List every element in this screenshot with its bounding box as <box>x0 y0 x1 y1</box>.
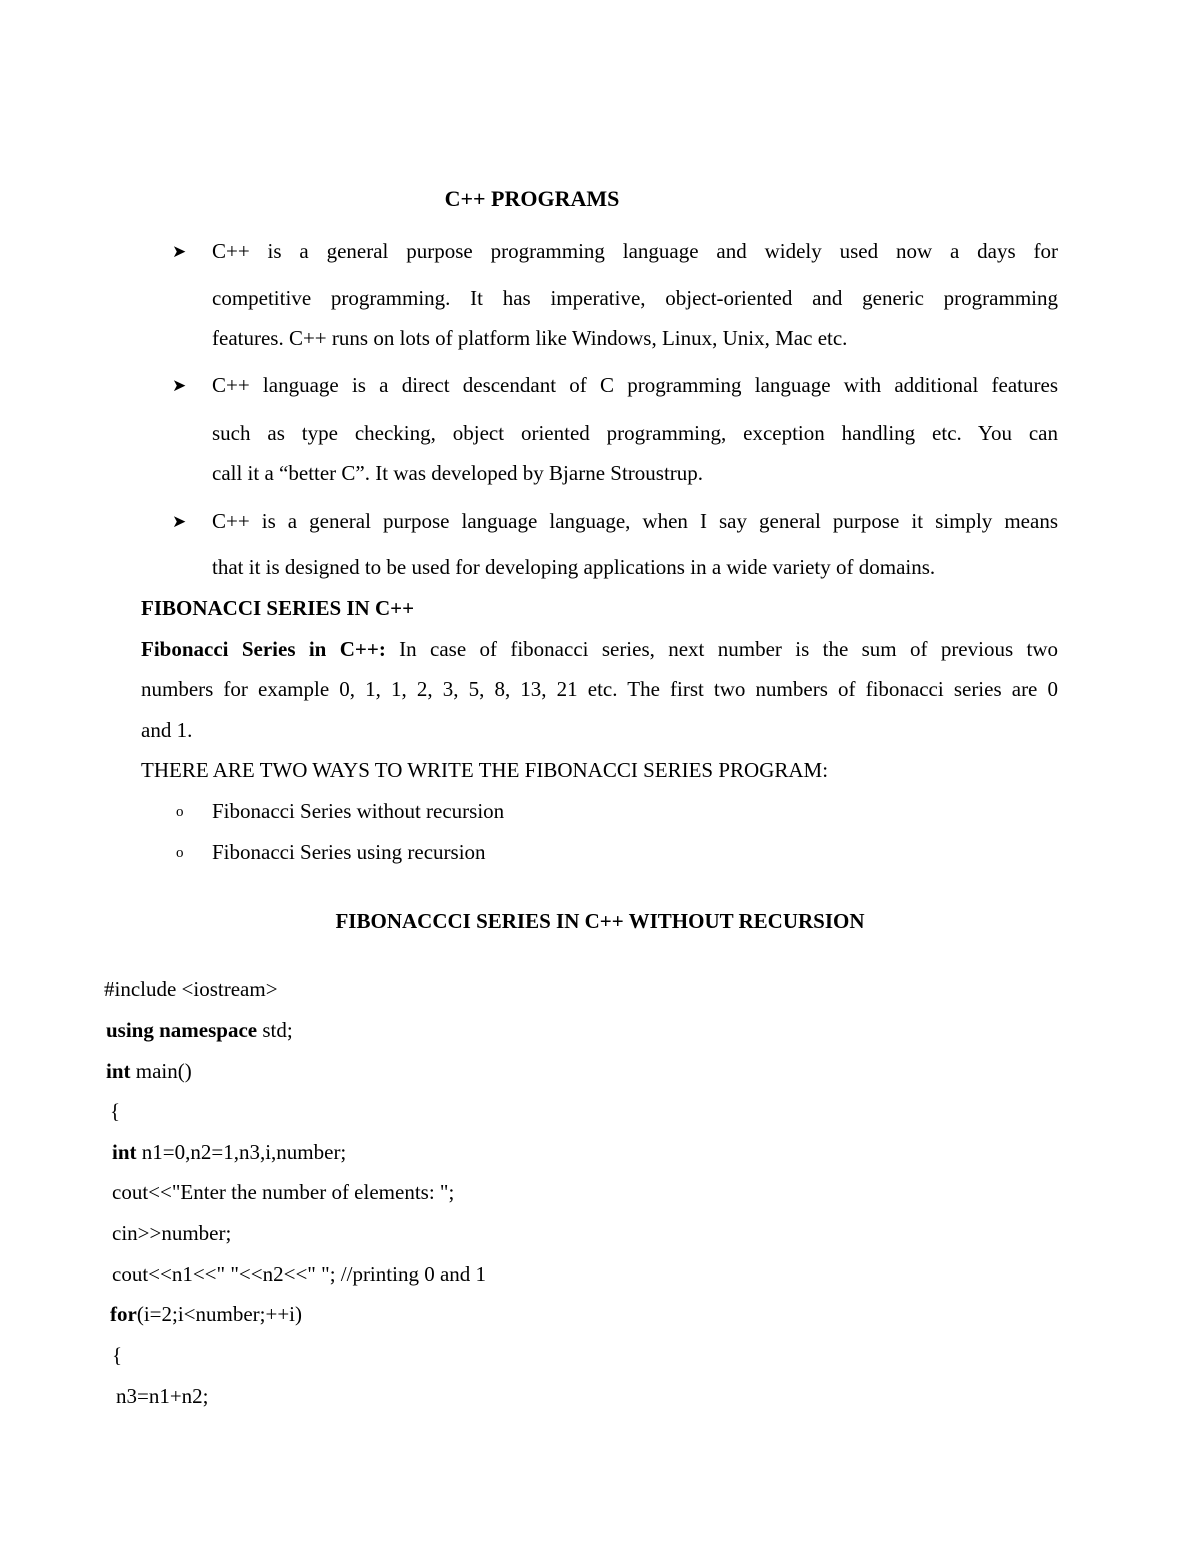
code-line-1: #include <iostream> <box>104 977 278 1001</box>
fib-lead-line-2: numbers for example 0, 1, 1, 2, 3, 5, 8, 13, 21 etc. The first two numbers of fibonacci series are 0 <box>141 677 1058 701</box>
code-line-4: { <box>110 1099 121 1123</box>
arrow-bullet-icon: ➤ <box>172 242 187 261</box>
circle-bullet-icon: o <box>176 804 184 820</box>
code-keyword: using namespace <box>106 1018 258 1042</box>
bullet-1-line-2: competitive programming. It has imperative, object-oriented and generic programming <box>212 286 1058 310</box>
page-title: C++ PROGRAMS <box>444 186 620 211</box>
code-keyword: int <box>106 1059 131 1083</box>
bullet-1-line-3: features. C++ runs on lots of platform like Windows, Linux, Unix, Mac etc. <box>212 326 848 350</box>
code-keyword: for <box>110 1302 137 1326</box>
bullet-1-line-1: C++ is a general purpose programming language and widely used now a days for <box>212 239 1058 263</box>
way-item-2: Fibonacci Series using recursion <box>212 840 486 864</box>
code-line-6: cout<<"Enter the number of elements: "; <box>112 1180 455 1204</box>
bullet-2-line-3: call it a “better C”. It was developed by Bjarne Stroustrup. <box>212 461 704 485</box>
fib-lead-line-1 <box>141 637 1058 662</box>
fib-lead-bold: Fibonacci Series in C++: <box>141 637 386 661</box>
fib-section-heading: FIBONACCI SERIES IN C++ <box>141 596 415 620</box>
bullet-3-line-2: that it is designed to be used for developing applications in a wide variety of domains. <box>212 555 936 579</box>
bullet-3-line-1: C++ is a general purpose language language, when I say general purpose it simply means <box>212 509 1058 533</box>
code-line-5 <box>112 1140 346 1165</box>
circle-bullet-icon: o <box>176 845 184 861</box>
code-text: std; <box>257 1018 293 1042</box>
code-text: (i=2;i<number;++i) <box>136 1302 303 1326</box>
arrow-bullet-icon: ➤ <box>172 512 187 531</box>
code-text: n1=0,n2=1,n3,i,number; <box>136 1140 347 1164</box>
code-text: main() <box>130 1059 192 1083</box>
bullet-2-line-2: such as type checking, object oriented programming, exception handling etc. You can <box>212 421 1058 445</box>
arrow-bullet-icon: ➤ <box>172 376 187 395</box>
bullet-2-line-1: C++ language is a direct descendant of C programming language with additional features <box>212 373 1058 397</box>
code-line-11: n3=n1+n2; <box>116 1384 209 1408</box>
code-line-8: cout<<n1<<" "<<n2<<" "; //printing 0 and 1 <box>112 1262 487 1286</box>
code-line-7: cin>>number; <box>112 1221 232 1245</box>
code-line-3 <box>106 1059 192 1084</box>
code-section-heading: FIBONACCCI SERIES IN C++ WITHOUT RECURSION <box>335 909 865 933</box>
way-item-1: Fibonacci Series without recursion <box>212 799 505 823</box>
fib-lead-line-3: and 1. <box>141 718 193 742</box>
code-line-2 <box>106 1018 293 1043</box>
code-line-9 <box>110 1302 302 1327</box>
code-line-10: { <box>112 1343 123 1367</box>
ways-heading: THERE ARE TWO WAYS TO WRITE THE FIBONACCI SERIES PROGRAM: <box>141 758 829 782</box>
code-keyword: int <box>112 1140 137 1164</box>
fib-lead-rest: In case of fibonacci series, next number is the sum of previous two <box>385 637 1058 661</box>
